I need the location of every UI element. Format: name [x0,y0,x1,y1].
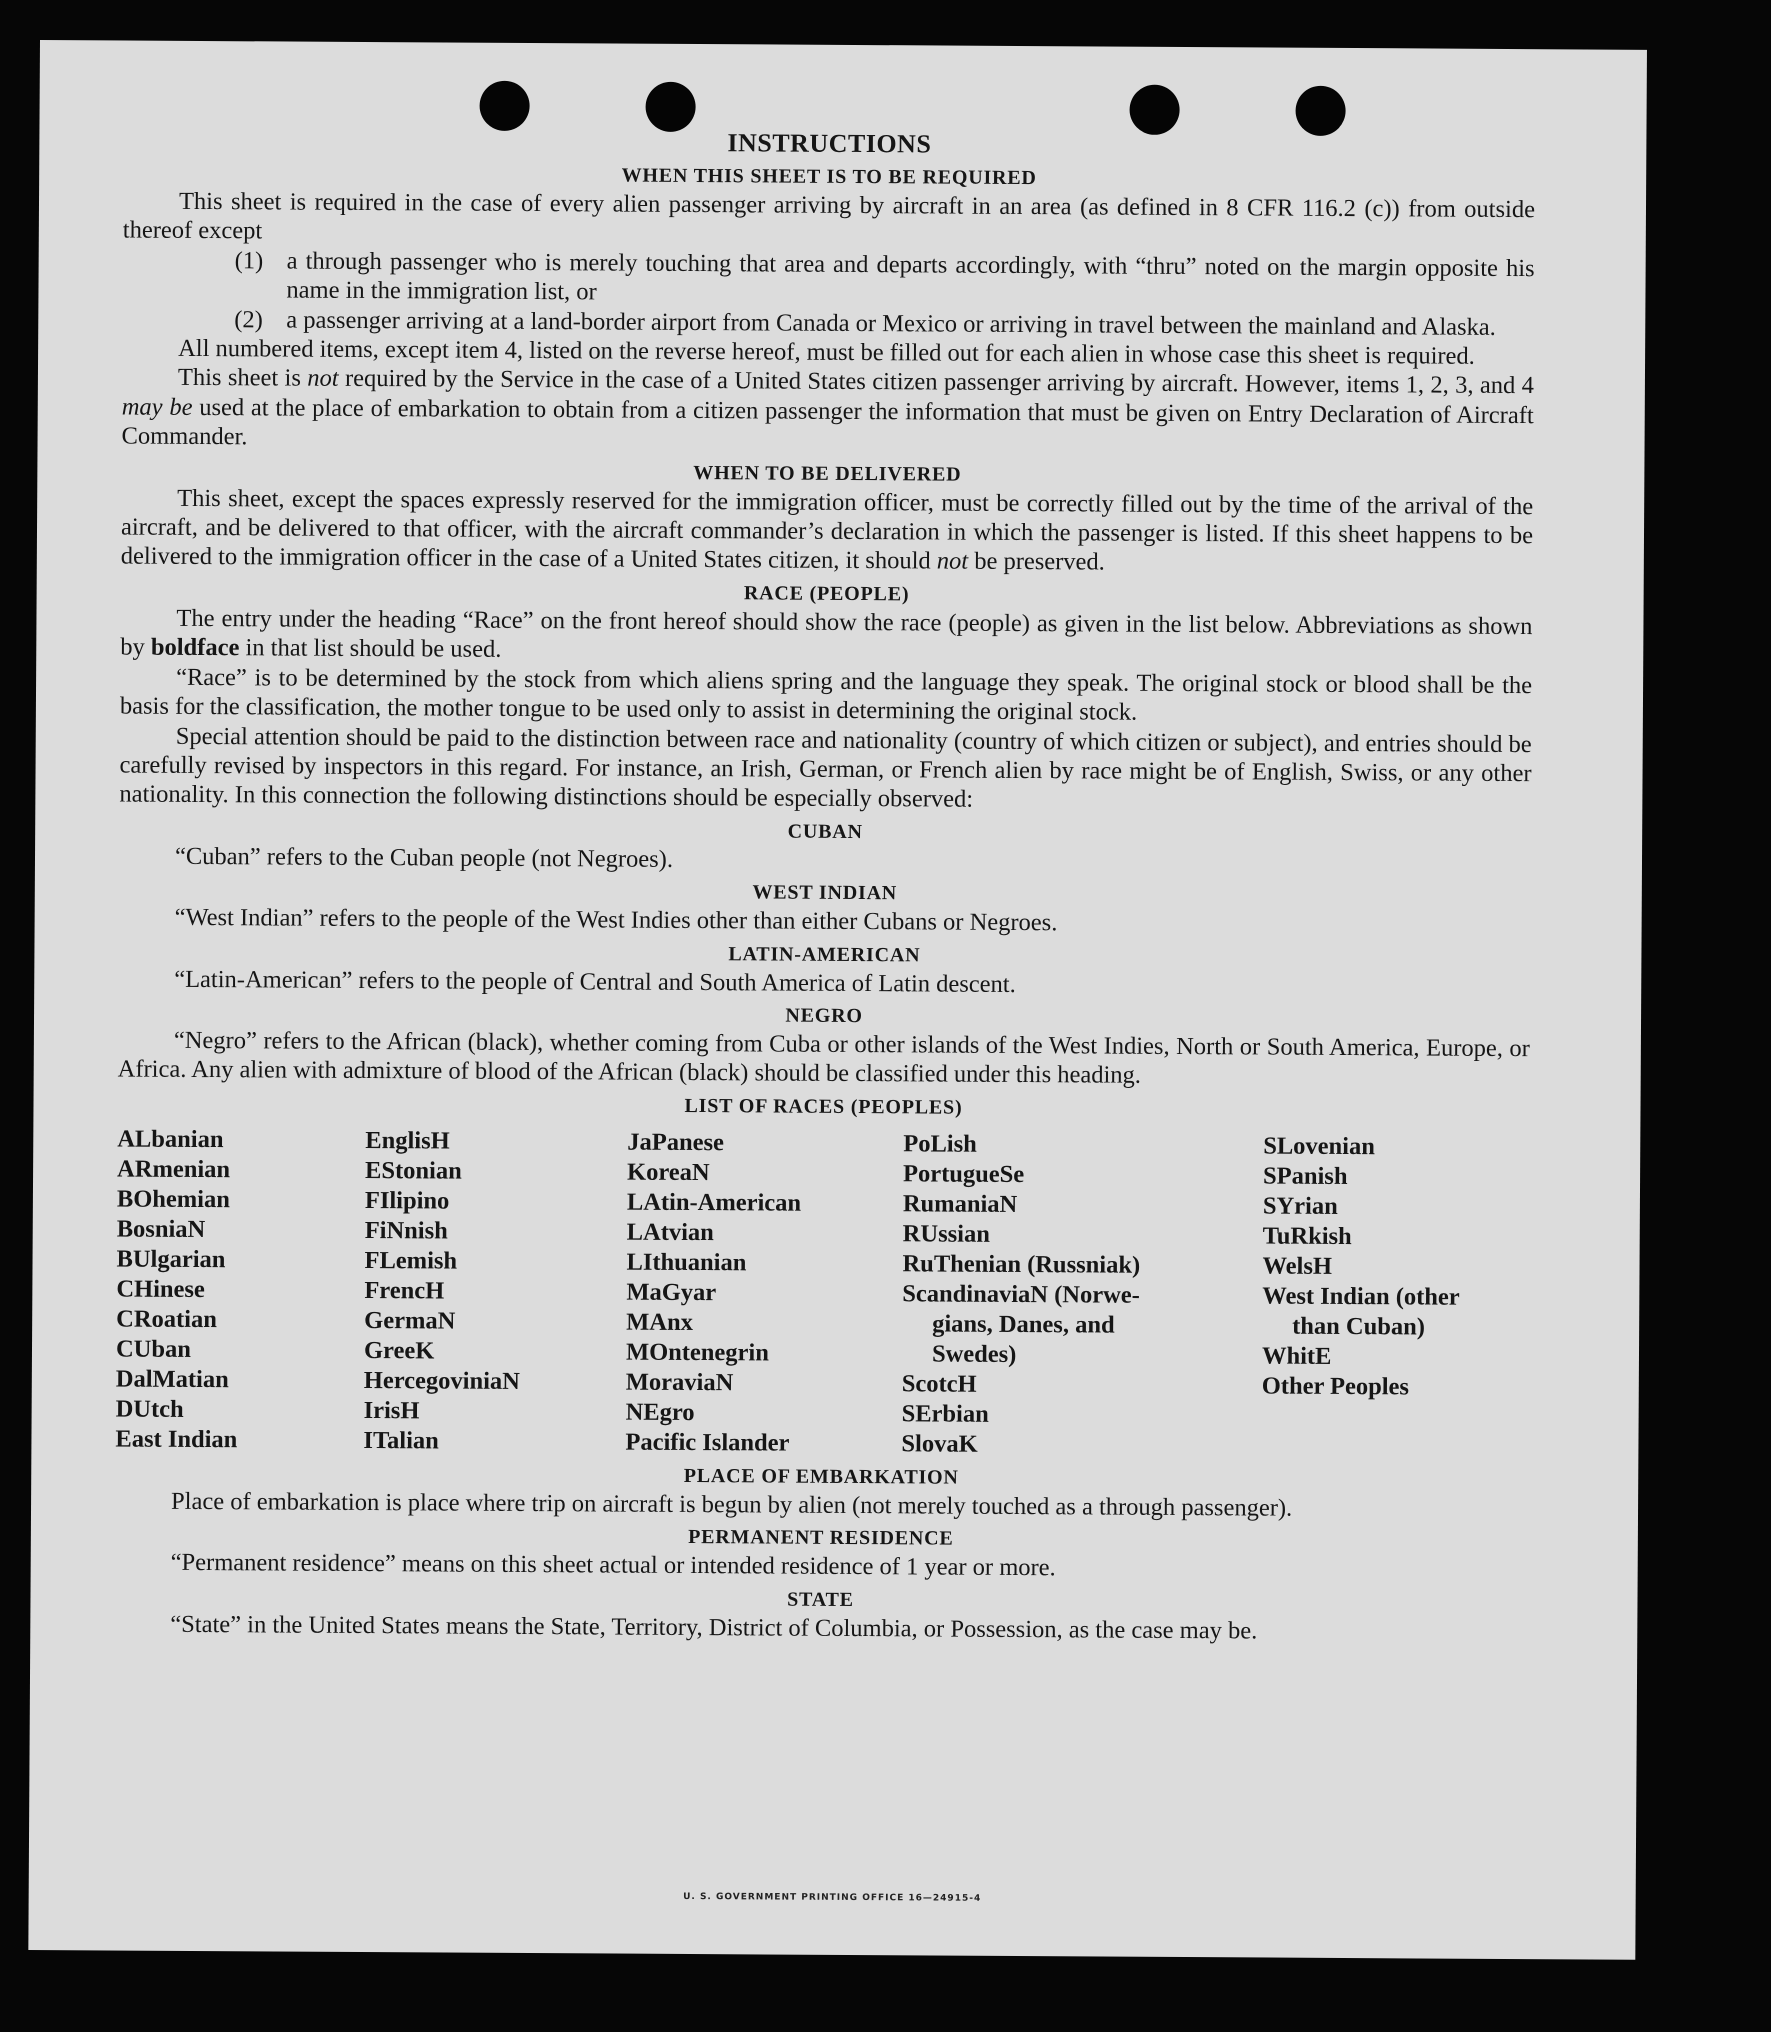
paragraph: “Race” is to be determined by the stock from which aliens spring and the language they speak. The original stock or blood shall be the basis for the classification, the mother tongue to be used only to assist in determining the original stock. [119,663,1533,726]
italic-text: not [307,365,339,393]
text-run: The entry under the heading “Race” on the front hereof should show the race (people) as given in the list below. Abbreviations as shown by [120,604,1533,661]
race-entry: MoraviaN [625,1368,734,1397]
race-entry: GreeK [363,1336,435,1365]
heading-list-of-races: LIST OF RACES (PEOPLES) [684,1094,963,1119]
race-entry: IrisH [363,1396,420,1425]
race-entry: East Indian [115,1425,238,1453]
paragraph [121,483,1534,580]
punch-hole [1295,86,1345,136]
race-entry: EStonian [365,1156,462,1185]
race-column [1261,1131,1529,1463]
item-text: a through passenger who is merely touching that area and departs accordingly, with “thru” noted on the margin opposite his name in the immigration list, or [286,247,1535,306]
race-column [625,1127,903,1459]
paragraph: “Latin-American” refers to the people of Central and South America of Latin descent. [174,965,1016,998]
paragraph: “West Indian” refers to the people of the West Indies other than either Cubans or Negroes. [174,903,1058,937]
paragraph: “Negro” refers to the African (black), whether coming from Cuba or other islands of the West Indies, North or South America, Europe, or Africa. Any alien with admixture of blood of the African (black) should be classified under this heading. [117,1026,1530,1090]
punch-hole [645,82,695,132]
race-entry: CHinese [116,1275,205,1303]
race-entry: DUtch [115,1395,184,1423]
race-entry: SErbian [901,1400,989,1428]
race-entry-continued: Swedes) [931,1340,1017,1368]
race-entry: NEgro [625,1398,695,1426]
race-entry: RumaniaN [902,1190,1018,1218]
race-entry: FrencH [364,1276,445,1305]
document-page [28,40,1647,1960]
race-entry: West Indian (other [1262,1282,1460,1311]
text-run: This sheet, except the spaces expressly reserved for the immigration officer, must be correctly filled out by the time of the arrival of the aircraft, and be delivered to that officer, with the aircraft commander’s declaration in which the passenger is listed. If this sheet happens to be delivered to the immigration officer in the case of a United States citizen, it should [120,484,1534,575]
paragraph: Place of embarkation is place where trip on aircraft is begun by alien (not merely touched as a through passenger). [170,1487,1293,1522]
race-entry: BUlgarian [116,1245,226,1273]
race-entry: MaGyar [626,1278,717,1306]
instructions-text [114,125,1535,1648]
heading-west-indian: WEST INDIAN [752,881,898,905]
heading-when-delivered: WHEN TO BE DELIVERED [693,461,962,486]
race-list [115,1124,1529,1463]
race-entry: Other Peoples [1261,1372,1410,1401]
text-run: This sheet is [177,364,308,393]
race-entry: SlovaK [901,1430,978,1458]
race-entry: LAtvian [626,1218,714,1246]
race-entry: KoreaN [627,1158,710,1186]
text-run: used at the place of embarkation to obtain from a citizen passenger the information that must be given on Entry Declaration of Aircraft Commander. [121,393,1534,451]
race-entry: RUssian [902,1220,990,1248]
race-column [115,1124,365,1456]
race-entry: ScotcH [901,1370,977,1398]
page-title: INSTRUCTIONS [727,128,932,159]
race-entry: MAnx [626,1308,693,1336]
paragraph: “State” in the United States means the State, Territory, District of Columbia, or Possession, as the case may be. [170,1610,1258,1645]
race-entry: EnglisH [365,1126,450,1155]
paragraph: “Cuban” refers to the Cuban people (not Negroes). [174,842,674,873]
heading-permanent-residence: PERMANENT RESIDENCE [688,1526,954,1550]
race-entry: BosniaN [116,1215,206,1243]
race-entry: RuThenian (Russniak) [902,1250,1141,1279]
text-run: required by the Service in the case of a United States citizen passenger arriving by aircraft. However, items 1, 2, 3, and 4 [338,365,1535,400]
race-entry: WhitE [1261,1342,1332,1370]
race-entry: ALbanian [117,1125,224,1153]
heading-race: RACE (PEOPLE) [743,582,910,606]
race-entry: DalMatian [115,1365,229,1393]
race-column [363,1126,627,1458]
race-entry: LIthuanian [626,1248,747,1277]
race-entry: SPanish [1263,1162,1348,1190]
race-entry-continued: than Cuban) [1292,1312,1426,1341]
race-entry: PortugueSe [903,1160,1025,1188]
punch-hole [479,81,529,131]
item-number: (2) [234,305,263,333]
race-entry: TuRkish [1262,1222,1352,1250]
item-number: (1) [234,247,264,275]
race-entry: CUban [115,1335,191,1363]
race-entry: FiNnish [364,1216,448,1245]
race-entry: WelsH [1262,1252,1333,1280]
heading-when-required: WHEN THIS SHEET IS TO BE REQUIRED [621,164,1037,190]
race-entry: SYrian [1262,1192,1338,1220]
text-run: in that list should be used. [239,634,502,664]
paragraph: Special attention should be paid to the distinction between race and nationality (country of which citizen or subject), and entries should be carefully revised by inspectors in this regard. For instance, an Irish, German, or French alien by race might be of English, Swiss, or any other nationality. In this connection the following distinctions should be especially observed: [119,722,1532,814]
race-entry: FLemish [364,1246,458,1275]
race-entry: ITalian [363,1426,439,1455]
heading-cuban: CUBAN [787,820,863,843]
race-entry: MOntenegrin [625,1338,769,1367]
paragraph: This sheet is required in the case of every alien passenger arriving by aircraft in an area (as defined in 8 CFR 116.2 (c)) from outside thereof except [122,187,1536,245]
race-entry: FIlipino [364,1186,450,1215]
printer-imprint: U. S. GOVERNMENT PRINTING OFFICE 16—24915-4 [683,1891,982,1904]
race-entry: BOhemian [116,1185,231,1213]
text-run: be preserved. [968,548,1105,576]
heading-negro: NEGRO [785,1004,863,1027]
list-item [122,245,1534,312]
punch-hole [1129,85,1179,135]
paragraph [121,363,1534,460]
race-entry: LAtin-American [626,1188,802,1217]
paragraph: All numbered items, except item 4, listed on the reverse hereof, must be filled out for each alien in whose case this sheet is required. [178,334,1475,370]
race-entry: ScandinaviaN (Norwe- [902,1280,1140,1309]
heading-state: STATE [787,1588,854,1611]
race-entry: HercegoviniaN [363,1366,520,1395]
italic-text: may be [121,393,193,421]
race-entry: GermaN [364,1306,456,1335]
race-entry: SLovenian [1263,1132,1376,1160]
race-entry: ARmenian [117,1155,231,1183]
italic-text: not [936,547,969,576]
item-text: a passenger arriving at a land-border airport from Canada or Mexico or arriving in travel between the mainland and Alaska. [286,306,1496,341]
race-entry: CRoatian [116,1305,218,1333]
race-entry-continued: gians, Danes, and [932,1310,1115,1339]
race-entry: JaPanese [627,1128,724,1156]
paragraph [120,603,1532,670]
heading-place-of-embarkation: PLACE OF EMBARKATION [683,1464,959,1489]
race-entry: PoLish [903,1130,977,1158]
heading-latin-american: LATIN-AMERICAN [728,942,921,966]
race-entry: Pacific Islander [625,1428,790,1457]
bold-text: boldface [150,633,240,662]
paragraph: “Permanent residence” means on this sheet actual or intended residence of 1 year or more. [170,1548,1056,1582]
race-column [901,1129,1263,1461]
